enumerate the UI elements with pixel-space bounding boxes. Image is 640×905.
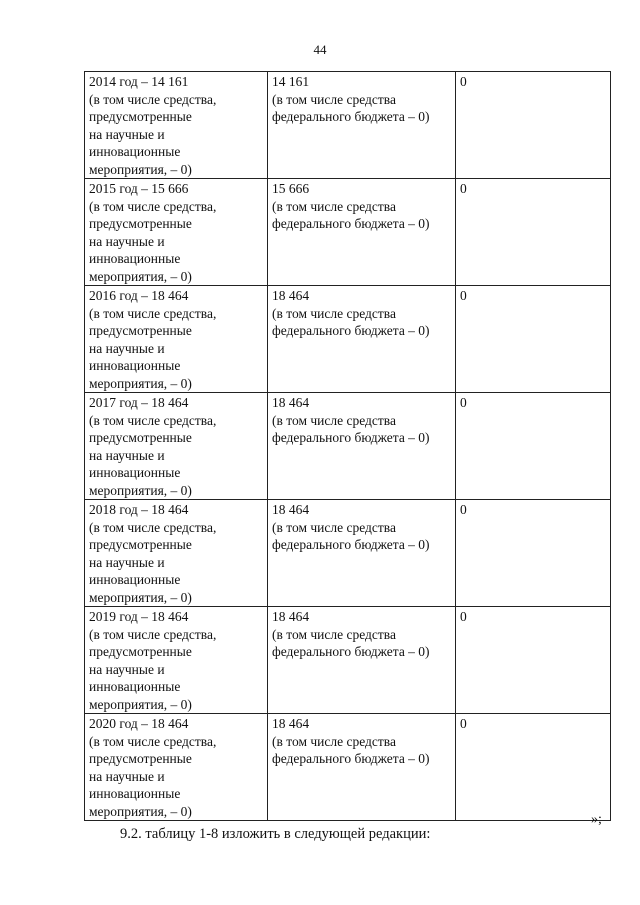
table-row	[85, 393, 611, 500]
year-note-line: на научные и	[89, 661, 165, 677]
year-note-line: на научные и	[89, 233, 165, 249]
year-note-line: мероприятия, – 0)	[89, 803, 192, 819]
year-total-text: 2018 год – 18 464	[89, 502, 189, 517]
funding-table-body	[85, 72, 611, 821]
other-amount-text: 0	[460, 395, 467, 410]
year-note-line: мероприятия, – 0)	[89, 589, 192, 605]
year-total-text: 2019 год – 18 464	[89, 609, 189, 624]
other-amount-text: 0	[460, 502, 467, 517]
year-total-cell	[85, 607, 268, 714]
federal-note-line: федерального бюджета – 0)	[272, 323, 430, 338]
other-amount-text: 0	[460, 609, 467, 624]
year-note-line: инновационные	[89, 679, 181, 694]
other-amount-cell	[456, 393, 611, 500]
year-note-line: инновационные	[89, 251, 181, 266]
federal-budget-cell	[268, 72, 456, 179]
other-amount-cell	[456, 72, 611, 179]
year-total-cell	[85, 714, 268, 821]
year-note-line: (в том числе средства,	[89, 305, 217, 321]
federal-note-line: федерального бюджета – 0)	[272, 537, 430, 552]
other-amount-text: 0	[460, 181, 467, 196]
year-total-text: 2020 год – 18 464	[89, 716, 189, 731]
federal-note-line: (в том числе средства	[272, 412, 396, 428]
federal-budget-cell	[268, 714, 456, 821]
year-total-cell	[85, 286, 268, 393]
funding-table	[84, 71, 611, 821]
year-total-cell	[85, 500, 268, 607]
year-note-line: (в том числе средства,	[89, 733, 217, 749]
page-number: 44	[313, 42, 327, 57]
federal-note-line: федерального бюджета – 0)	[272, 216, 430, 231]
other-amount-cell	[456, 607, 611, 714]
federal-budget-cell	[268, 500, 456, 607]
year-note-line: мероприятия, – 0)	[89, 268, 192, 284]
other-amount-text: 0	[460, 716, 467, 731]
year-note-line: предусмотренные	[89, 216, 192, 231]
year-note-line: (в том числе средства,	[89, 198, 217, 214]
year-total-cell	[85, 179, 268, 286]
federal-budget-cell	[268, 179, 456, 286]
federal-amount-text: 18 464	[272, 502, 310, 517]
table-row	[85, 714, 611, 821]
federal-amount-text: 18 464	[272, 609, 310, 624]
year-note-line: мероприятия, – 0)	[89, 482, 192, 498]
year-total-text: 2015 год – 15 666	[89, 181, 189, 196]
federal-amount-text: 14 161	[272, 74, 310, 89]
year-note-line: на научные и	[89, 126, 165, 142]
instruction-text: 9.2. таблицу 1-8 изложить в следующей редакции:	[120, 826, 431, 842]
federal-note-line: федерального бюджета – 0)	[272, 430, 430, 445]
year-note-line: предусмотренные	[89, 644, 192, 659]
year-total-text: 2017 год – 18 464	[89, 395, 189, 410]
year-note-line: предусмотренные	[89, 323, 192, 338]
year-note-line: мероприятия, – 0)	[89, 696, 192, 712]
year-note-line: инновационные	[89, 572, 181, 587]
year-note-line: на научные и	[89, 554, 165, 570]
year-total-text: 2016 год – 18 464	[89, 288, 189, 303]
year-note-line: предусмотренные	[89, 751, 192, 766]
year-note-line: на научные и	[89, 447, 165, 463]
federal-note-line: федерального бюджета – 0)	[272, 109, 430, 124]
year-note-line: инновационные	[89, 465, 181, 480]
year-note-line: предусмотренные	[89, 109, 192, 124]
year-total-cell	[85, 393, 268, 500]
year-note-line: (в том числе средства,	[89, 412, 217, 428]
other-amount-cell	[456, 500, 611, 607]
closing-quote: »;	[591, 812, 602, 827]
federal-note-line: федерального бюджета – 0)	[272, 751, 430, 766]
year-note-line: (в том числе средства,	[89, 519, 217, 535]
federal-amount-text: 15 666	[272, 181, 310, 196]
year-note-line: предусмотренные	[89, 430, 192, 445]
federal-budget-cell	[268, 393, 456, 500]
table-row	[85, 500, 611, 607]
federal-amount-text: 18 464	[272, 716, 310, 731]
table-row	[85, 607, 611, 714]
federal-note-line: (в том числе средства	[272, 626, 396, 642]
other-amount-cell	[456, 286, 611, 393]
federal-note-line: (в том числе средства	[272, 198, 396, 214]
year-note-line: предусмотренные	[89, 537, 192, 552]
year-note-line: инновационные	[89, 358, 181, 373]
federal-note-line: (в том числе средства	[272, 519, 396, 535]
table-row	[85, 72, 611, 179]
year-total-cell	[85, 72, 268, 179]
federal-amount-text: 18 464	[272, 395, 310, 410]
federal-budget-cell	[268, 607, 456, 714]
other-amount-text: 0	[460, 288, 467, 303]
year-note-line: (в том числе средства,	[89, 91, 217, 107]
federal-note-line: (в том числе средства	[272, 733, 396, 749]
other-amount-cell	[456, 714, 611, 821]
year-total-text: 2014 год – 14 161	[89, 74, 189, 89]
year-note-line: инновационные	[89, 786, 181, 801]
year-note-line: (в том числе средства,	[89, 626, 217, 642]
table-row	[85, 286, 611, 393]
federal-note-line: федерального бюджета – 0)	[272, 644, 430, 659]
table-row	[85, 179, 611, 286]
federal-amount-text: 18 464	[272, 288, 310, 303]
year-note-line: мероприятия, – 0)	[89, 161, 192, 177]
federal-note-line: (в том числе средства	[272, 305, 396, 321]
other-amount-cell	[456, 179, 611, 286]
federal-budget-cell	[268, 286, 456, 393]
federal-note-line: (в том числе средства	[272, 91, 396, 107]
other-amount-text: 0	[460, 74, 467, 89]
year-note-line: на научные и	[89, 340, 165, 356]
year-note-line: на научные и	[89, 768, 165, 784]
year-note-line: инновационные	[89, 144, 181, 159]
year-note-line: мероприятия, – 0)	[89, 375, 192, 391]
